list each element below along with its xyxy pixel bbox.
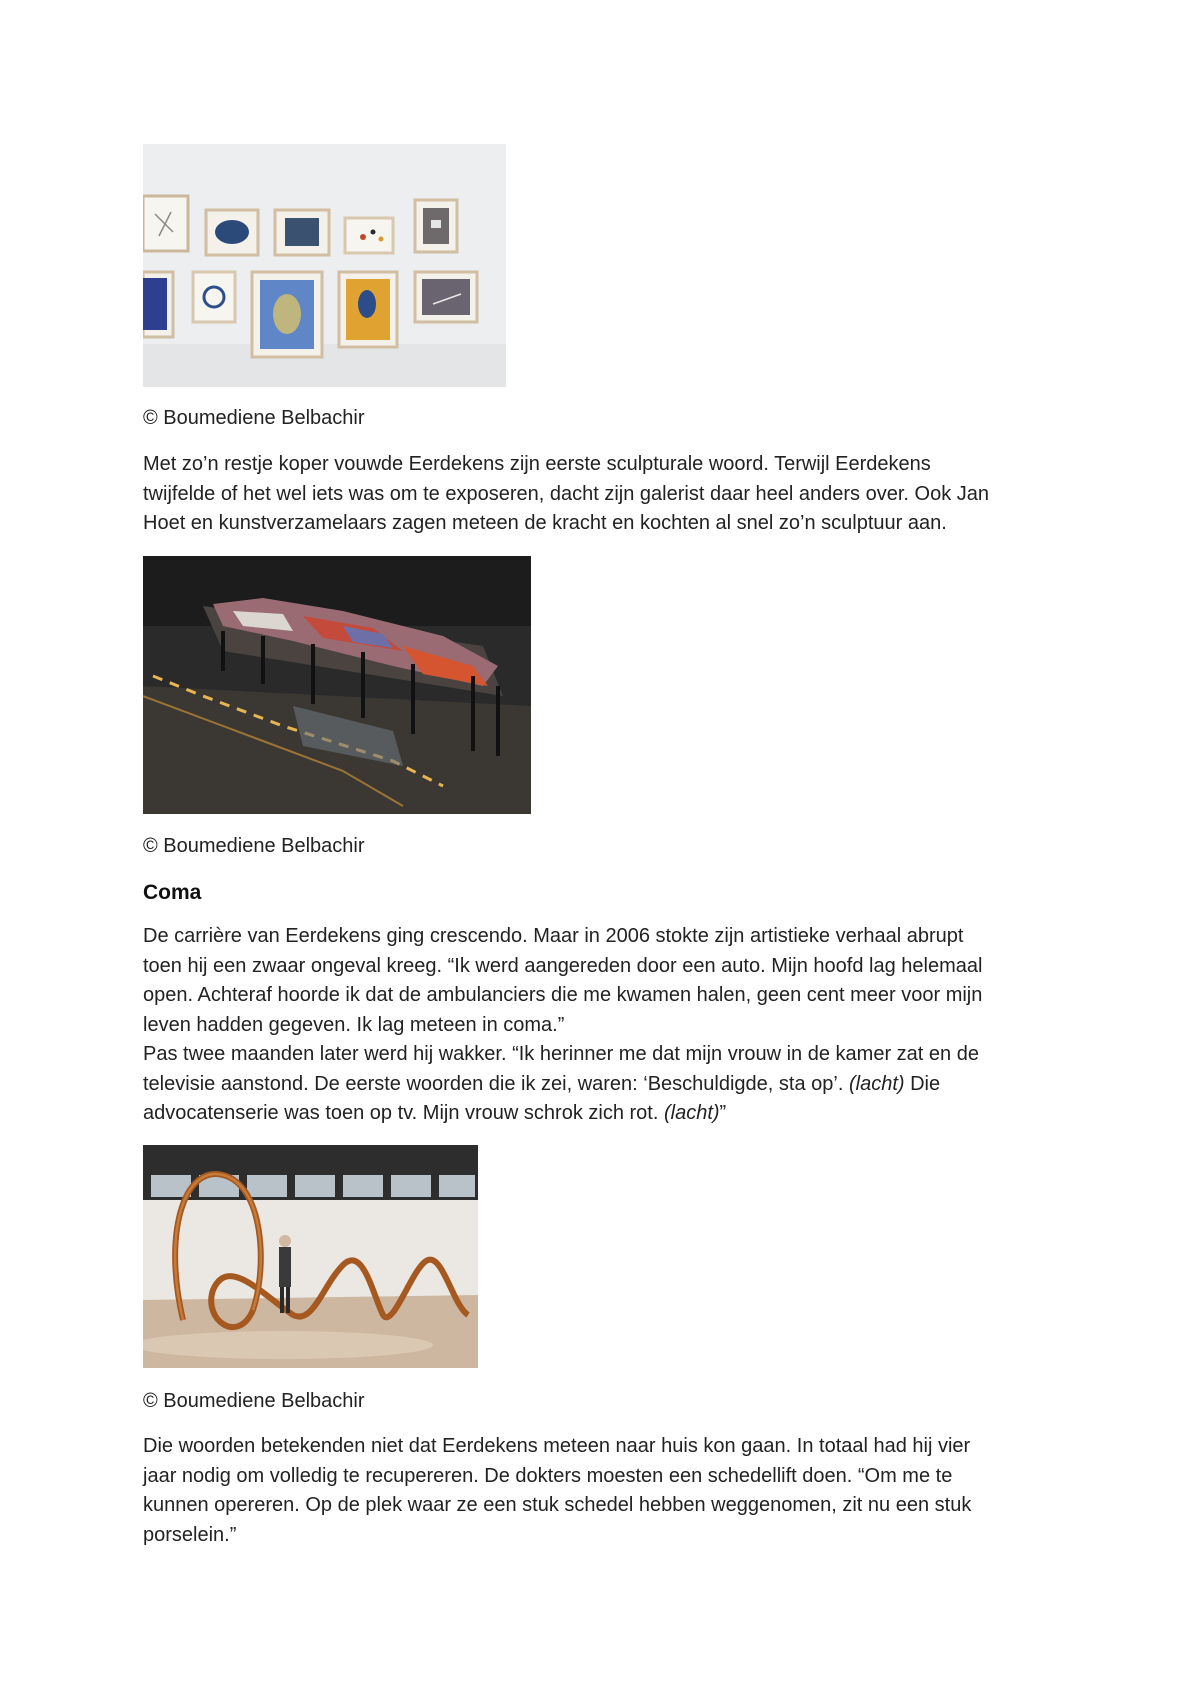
text-line: kunnen opereren. Op de plek waar ze een stuk schedel hebben weggenomen, zit nu een stuk (143, 1494, 972, 1516)
italic-aside: (lacht) (848, 1072, 905, 1095)
section-heading: Coma (143, 881, 202, 904)
text-line: jaar nodig om volledig te recupereren. De dokters moesten een schedellift doen. “Om me te (143, 1464, 953, 1487)
photo-caption: © Boumediene Belbachir (143, 1390, 365, 1412)
photo-caption: © Boumediene Belbachir (143, 407, 365, 429)
text-run: Die (904, 1072, 941, 1095)
text-line: porselein.” (143, 1523, 237, 1546)
text-line: twijfelde of het wel iets was om te exposeren, dacht zijn galerist daar heel anders over. Ook Jan (143, 482, 990, 505)
photo-ribbon-sculpture (143, 1145, 478, 1368)
body-paragraph (143, 1432, 1063, 1550)
italic-aside: (lacht) (663, 1102, 720, 1124)
text-line: leven hadden gegeven. Ik lag meteen in coma.” (143, 1013, 565, 1036)
body-paragraph (143, 1040, 1063, 1129)
text-run: televisie aanstond. De eerste woorden die ik zei, waren: ‘Beschuldigde, sta op’. (143, 1072, 849, 1095)
text-line: Met zo’n restje koper vouwde Eerdekens zijn eerste sculpturale woord. Terwijl Eerdekens (143, 453, 931, 475)
text-line (143, 1070, 1063, 1100)
text-line: De carrière van Eerdekens ging crescendo. Maar in 2006 stokte zijn artistieke verhaal abrupt (143, 925, 964, 947)
text-line (143, 1099, 1063, 1129)
text-line: Die woorden betekenden niet dat Eerdekens meteen naar huis kon gaan. In totaal had hij vier (143, 1435, 971, 1457)
text-line: Hoet en kunstverzamelaars zagen meteen de kracht en kochten al snel zo’n sculptuur aan. (143, 512, 947, 534)
photo-caption: © Boumediene Belbachir (143, 835, 365, 857)
photo-clothing-installation (143, 556, 531, 814)
text-line: Pas twee maanden later werd hij wakker. “Ik herinner me dat mijn vrouw in de kamer zat en de (143, 1043, 979, 1065)
photo-framed-artworks (143, 144, 506, 387)
text-line: toen hij een zwaar ongeval kreeg. “Ik werd aangereden door een auto. Mijn hoofd lag helemaal (143, 954, 983, 977)
body-paragraph (143, 450, 1063, 539)
text-line: open. Achteraf hoorde ik dat de ambulanciers die me kwamen halen, geen cent meer voor mijn (143, 984, 983, 1006)
text-run: ” (719, 1102, 727, 1124)
text-run: advocatenserie was toen op tv. Mijn vrouw schrok zich rot. (143, 1102, 664, 1124)
body-paragraph (143, 922, 1063, 1040)
